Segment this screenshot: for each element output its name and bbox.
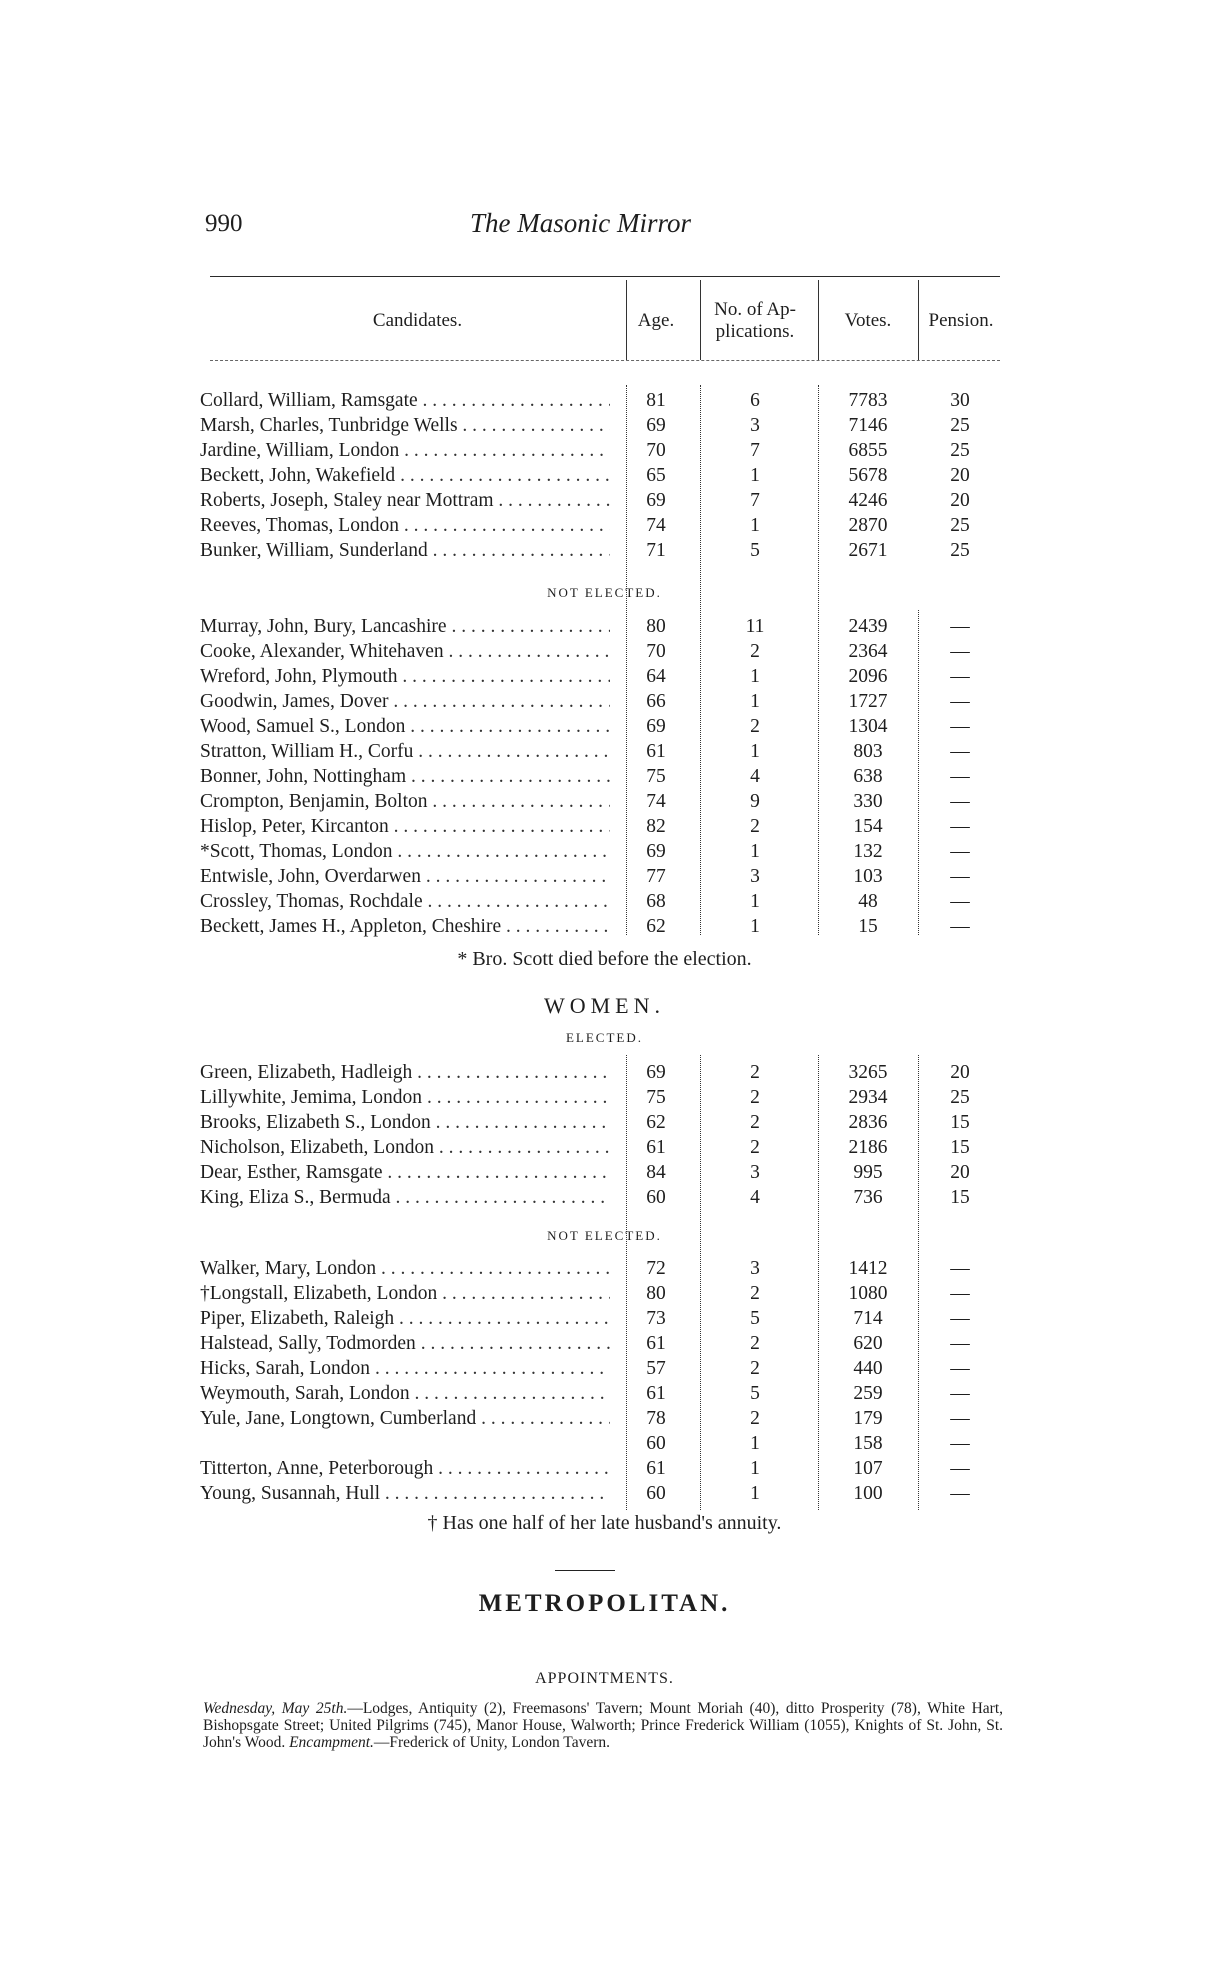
column-header-pension: Pension. (928, 310, 994, 331)
candidate-age: 73 (646, 1308, 666, 1329)
candidate-votes: 803 (853, 741, 883, 762)
candidate-applications: 2 (750, 716, 760, 737)
candidate-age: 70 (646, 440, 666, 461)
candidate-votes: 736 (853, 1187, 883, 1208)
candidate-pension: — (950, 741, 970, 762)
candidate-votes: 7783 (848, 390, 888, 411)
candidate-age: 60 (646, 1433, 666, 1454)
table-row (0, 1431, 1209, 1456)
candidate-applications: 11 (745, 616, 765, 637)
candidate-age: 62 (646, 1112, 666, 1133)
candidate-votes: 103 (853, 866, 883, 887)
table-row (0, 1281, 1209, 1306)
candidate-votes: 1727 (848, 691, 888, 712)
candidate-applications: 2 (750, 1112, 760, 1133)
candidate-name: Beckett, James H., Appleton, Cheshire . . . (200, 914, 610, 939)
candidate-applications: 3 (750, 415, 760, 436)
metropolitan-heading: METROPOLITAN. (478, 1590, 731, 1617)
candidate-name: Dear, Esther, Ramsgate . . . (200, 1160, 610, 1185)
candidate-votes: 154 (853, 816, 883, 837)
candidate-name: Roberts, Joseph, Staley near Mottram . . . (200, 488, 610, 513)
candidate-pension: — (950, 766, 970, 787)
candidate-votes: 107 (853, 1458, 883, 1479)
table-row (0, 1160, 1209, 1185)
candidate-age: 61 (646, 1458, 666, 1479)
candidate-pension: — (950, 891, 970, 912)
column-divider (918, 280, 919, 360)
candidate-votes: 2364 (848, 641, 888, 662)
candidate-votes: 48 (858, 891, 878, 912)
table-row (0, 463, 1209, 488)
candidate-votes: 2096 (848, 666, 888, 687)
candidate-name: Green, Elizabeth, Hadleigh . . . (200, 1060, 610, 1085)
candidate-applications: 2 (750, 816, 760, 837)
candidate-name: Bunker, William, Sunderland . . . (200, 538, 610, 563)
candidate-applications: 1 (750, 1458, 760, 1479)
running-title: The Masonic Mirror (470, 208, 691, 238)
candidate-pension: — (950, 1283, 970, 1304)
candidate-votes: 2671 (848, 540, 888, 561)
candidate-votes: 2186 (848, 1137, 888, 1158)
candidate-applications: 4 (750, 766, 760, 787)
candidate-age: 61 (646, 1383, 666, 1404)
candidate-age: 66 (646, 691, 666, 712)
candidate-votes: 5678 (848, 465, 888, 486)
candidate-age: 60 (646, 1483, 666, 1504)
candidate-votes: 6855 (848, 440, 888, 461)
candidate-age: 69 (646, 490, 666, 511)
candidate-age: 84 (646, 1162, 666, 1183)
candidate-age: 57 (646, 1358, 666, 1379)
candidate-name: Weymouth, Sarah, London . . . (200, 1381, 610, 1406)
candidate-age: 75 (646, 1087, 666, 1108)
appointments-date: Wednesday, May 25th. (203, 1700, 348, 1717)
candidate-votes: 620 (853, 1333, 883, 1354)
candidate-name: Stratton, William H., Corfu . . . (200, 739, 610, 764)
candidate-age: 61 (646, 741, 666, 762)
candidate-age: 68 (646, 891, 666, 912)
candidate-pension: 20 (950, 490, 970, 511)
candidate-name: Piper, Elizabeth, Raleigh . . . (200, 1306, 610, 1331)
candidate-pension: — (950, 791, 970, 812)
candidate-name: Hicks, Sarah, London . . . (200, 1356, 610, 1381)
candidate-votes: 15 (858, 916, 878, 937)
candidate-name: Goodwin, James, Dover . . . (200, 689, 610, 714)
candidate-pension: — (950, 641, 970, 662)
candidate-pension: — (950, 1308, 970, 1329)
candidate-pension: 25 (950, 415, 970, 436)
candidate-name: Marsh, Charles, Tunbridge Wells . . . (200, 413, 610, 438)
candidate-name: Beckett, John, Wakefield . . . (200, 463, 610, 488)
candidate-pension: 20 (950, 465, 970, 486)
candidate-applications: 1 (750, 515, 760, 536)
table-row (0, 889, 1209, 914)
candidate-pension: 25 (950, 540, 970, 561)
candidate-age: 64 (646, 666, 666, 687)
table-row (0, 488, 1209, 513)
candidate-name: Wood, Samuel S., London . . . (200, 714, 610, 739)
women-heading: WOMEN. (543, 993, 666, 1018)
table-row (0, 1060, 1209, 1085)
column-header-age: Age. (637, 310, 675, 331)
candidate-name: Crossley, Thomas, Rochdale . . . (200, 889, 610, 914)
candidate-age: 60 (646, 1187, 666, 1208)
column-header-votes: Votes. (844, 310, 892, 331)
candidate-name: King, Eliza S., Bermuda . . . (200, 1185, 610, 1210)
appointments-paragraph (203, 1700, 1003, 1751)
column-header-candidates: Candidates. (372, 310, 463, 331)
candidate-applications: 5 (750, 1383, 760, 1404)
candidate-pension: — (950, 866, 970, 887)
candidate-name: Entwisle, John, Overdarwen . . . (200, 864, 610, 889)
table-row (0, 814, 1209, 839)
candidate-applications: 2 (750, 1137, 760, 1158)
candidate-votes: 2934 (848, 1087, 888, 1108)
candidate-age: 69 (646, 415, 666, 436)
candidate-name: Titterton, Anne, Peterborough . . . (200, 1456, 610, 1481)
candidate-votes: 1080 (848, 1283, 888, 1304)
candidate-name: Walker, Mary, London . . . (200, 1256, 610, 1281)
candidate-votes: 7146 (848, 415, 888, 436)
candidate-applications: 2 (750, 1062, 760, 1083)
table-row (0, 739, 1209, 764)
table-row (0, 538, 1209, 563)
candidate-applications: 3 (750, 1258, 760, 1279)
candidate-votes: 4246 (848, 490, 888, 511)
candidate-pension: — (950, 716, 970, 737)
candidate-age: 75 (646, 766, 666, 787)
table-row (0, 1110, 1209, 1135)
candidate-applications: 2 (750, 641, 760, 662)
candidate-age: 69 (646, 716, 666, 737)
candidate-age: 78 (646, 1408, 666, 1429)
column-divider (700, 280, 701, 360)
candidate-applications: 1 (750, 465, 760, 486)
candidate-age: 77 (646, 866, 666, 887)
candidate-applications: 6 (750, 390, 760, 411)
women-not-elected-label: NOT ELECTED. (547, 1228, 662, 1243)
candidate-pension: — (950, 1458, 970, 1479)
candidate-votes: 100 (853, 1483, 883, 1504)
appointments-heading: APPOINTMENTS. (535, 1670, 674, 1687)
candidate-pension: 25 (950, 440, 970, 461)
table-row (0, 388, 1209, 413)
table-row (0, 639, 1209, 664)
candidate-applications: 5 (750, 1308, 760, 1329)
candidate-pension: — (950, 1358, 970, 1379)
candidate-votes: 1412 (848, 1258, 888, 1279)
candidate-name: Reeves, Thomas, London . . . (200, 513, 610, 538)
candidate-votes: 2836 (848, 1112, 888, 1133)
candidate-name: Collard, William, Ramsgate . . . (200, 388, 610, 413)
candidate-applications: 1 (750, 666, 760, 687)
candidate-applications: 5 (750, 540, 760, 561)
candidate-pension: 30 (950, 390, 970, 411)
table-row (0, 714, 1209, 739)
candidate-votes: 179 (853, 1408, 883, 1429)
candidate-applications: 9 (750, 791, 760, 812)
candidate-pension: — (950, 1383, 970, 1404)
candidate-votes: 714 (853, 1308, 883, 1329)
candidate-pension: — (950, 841, 970, 862)
candidate-pension: — (950, 666, 970, 687)
candidate-votes: 259 (853, 1383, 883, 1404)
candidate-age: 80 (646, 616, 666, 637)
table-row (0, 1381, 1209, 1406)
column-header-applications: No. of Ap-plications. (714, 299, 796, 342)
column-divider (818, 280, 819, 360)
candidate-age: 72 (646, 1258, 666, 1279)
candidate-name: Yule, Jane, Longtown, Cumberland . . . (200, 1406, 610, 1431)
table-row (0, 1331, 1209, 1356)
table-row (0, 438, 1209, 463)
candidate-applications: 3 (750, 866, 760, 887)
candidate-name: Crompton, Benjamin, Bolton . . . (200, 789, 610, 814)
candidate-applications: 1 (750, 891, 760, 912)
candidate-age: 71 (646, 540, 666, 561)
candidate-applications: 1 (750, 916, 760, 937)
candidate-name: Young, Susannah, Hull . . . (200, 1481, 610, 1506)
candidate-pension: 20 (950, 1162, 970, 1183)
candidate-applications: 1 (750, 1433, 760, 1454)
candidate-applications: 1 (750, 741, 760, 762)
candidate-applications: 7 (750, 490, 760, 511)
candidate-votes: 1304 (848, 716, 888, 737)
candidate-pension: — (950, 1483, 970, 1504)
section-divider (555, 1570, 615, 1571)
candidate-age: 61 (646, 1333, 666, 1354)
candidate-applications: 2 (750, 1333, 760, 1354)
candidate-name: Nicholson, Elizabeth, London . . . (200, 1135, 610, 1160)
candidate-applications: 1 (750, 1483, 760, 1504)
annuity-footnote: † Has one half of her late husband's annuity. (427, 1512, 782, 1534)
candidate-votes: 158 (853, 1433, 883, 1454)
candidate-name: Halstead, Sally, Todmorden . . . (200, 1331, 610, 1356)
candidate-applications: 7 (750, 440, 760, 461)
candidate-name: Cooke, Alexander, Whitehaven . . . (200, 639, 610, 664)
candidate-votes: 440 (853, 1358, 883, 1379)
table-row (0, 1356, 1209, 1381)
candidate-age: 65 (646, 465, 666, 486)
candidate-pension: — (950, 616, 970, 637)
candidate-applications: 2 (750, 1283, 760, 1304)
candidate-applications: 3 (750, 1162, 760, 1183)
candidate-applications: 1 (750, 841, 760, 862)
candidate-name: Jardine, William, London . . . (200, 438, 610, 463)
candidate-votes: 995 (853, 1162, 883, 1183)
table-row (0, 513, 1209, 538)
candidate-pension: 20 (950, 1062, 970, 1083)
candidate-age: 81 (646, 390, 666, 411)
candidate-votes: 330 (853, 791, 883, 812)
candidate-name: Wreford, John, Plymouth . . . (200, 664, 610, 689)
candidate-votes: 2870 (848, 515, 888, 536)
appointments-encampment: Encampment. (289, 1734, 374, 1751)
candidate-pension: — (950, 1333, 970, 1354)
candidate-pension: — (950, 816, 970, 837)
candidate-age: 82 (646, 816, 666, 837)
table-row (0, 914, 1209, 939)
candidate-pension: 25 (950, 515, 970, 536)
candidate-age: 69 (646, 1062, 666, 1083)
header-rule (210, 276, 1000, 277)
table-row (0, 1256, 1209, 1281)
candidate-applications: 2 (750, 1087, 760, 1108)
table-row (0, 864, 1209, 889)
candidate-applications: 4 (750, 1187, 760, 1208)
candidate-votes: 132 (853, 841, 883, 862)
candidate-applications: 2 (750, 1408, 760, 1429)
candidate-pension: 15 (950, 1112, 970, 1133)
table-row (0, 1406, 1209, 1431)
table-row (0, 413, 1209, 438)
candidate-name: Brooks, Elizabeth S., London . . . (200, 1110, 610, 1135)
table-row (0, 1306, 1209, 1331)
candidate-name: Murray, John, Bury, Lancashire . . . (200, 614, 610, 639)
table-row (0, 764, 1209, 789)
women-elected-label: ELECTED. (565, 1030, 643, 1045)
table-row (0, 1456, 1209, 1481)
candidate-name: Hislop, Peter, Kircanton . . . (200, 814, 610, 839)
table-row (0, 1135, 1209, 1160)
table-row (0, 1085, 1209, 1110)
scott-footnote: * Bro. Scott died before the election. (457, 948, 752, 970)
men-not-elected-label: NOT ELECTED. (547, 585, 662, 600)
appointments-tail: —Frederick of Unity, London Tavern. (373, 1734, 610, 1751)
candidate-votes: 2439 (848, 616, 888, 637)
candidate-name: †Longstall, Elizabeth, London . . . (200, 1281, 610, 1306)
candidate-age: 69 (646, 841, 666, 862)
candidate-votes: 638 (853, 766, 883, 787)
candidate-name: Lillywhite, Jemima, London . . . (200, 1085, 610, 1110)
candidate-pension: 15 (950, 1137, 970, 1158)
candidate-pension: 25 (950, 1087, 970, 1108)
candidate-age: 61 (646, 1137, 666, 1158)
candidate-age: 74 (646, 515, 666, 536)
candidate-name: Bonner, John, Nottingham . . . (200, 764, 610, 789)
candidate-pension: — (950, 1433, 970, 1454)
table-row (0, 789, 1209, 814)
candidate-pension: — (950, 691, 970, 712)
appointments-text: —Lodges, Antiquity (2), Freemasons' Tavern; Mount Moriah (40), ditto Prosperity (78), White Hart, Bishopsgate Street; United Pilgrims (745), Manor House, Walworth; Prince Frederick William (1055), Knights of St. John, St. John's Wood. (203, 1700, 1003, 1751)
table-row (0, 1481, 1209, 1506)
candidate-pension: — (950, 1258, 970, 1279)
table-row (0, 664, 1209, 689)
column-divider (626, 280, 627, 360)
candidate-age: 70 (646, 641, 666, 662)
table-row (0, 839, 1209, 864)
header-bottom-rule (210, 360, 1000, 361)
candidate-pension: 15 (950, 1187, 970, 1208)
page-number: 990 (205, 210, 243, 237)
candidate-age: 62 (646, 916, 666, 937)
table-row (0, 614, 1209, 639)
candidate-votes: 3265 (848, 1062, 888, 1083)
candidate-age: 74 (646, 791, 666, 812)
candidate-age: 80 (646, 1283, 666, 1304)
table-row (0, 1185, 1209, 1210)
table-row (0, 689, 1209, 714)
candidate-pension: — (950, 916, 970, 937)
candidate-name: *Scott, Thomas, London . . . (200, 839, 610, 864)
candidate-pension: — (950, 1408, 970, 1429)
candidate-applications: 1 (750, 691, 760, 712)
candidate-applications: 2 (750, 1358, 760, 1379)
